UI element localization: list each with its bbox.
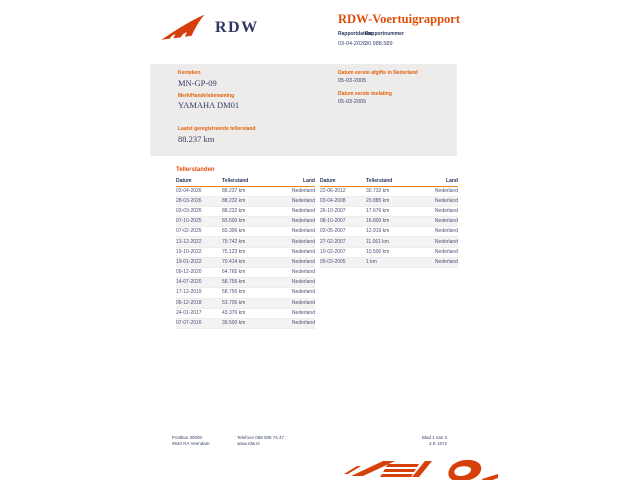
cell-land: Nederland (291, 238, 315, 245)
cell-tellerstand: 17.676 km (366, 207, 390, 214)
cell-datum: 27-02-2007 (320, 238, 346, 245)
tellerstand-label: Laatst geregistreerde tellerstand (178, 126, 256, 132)
afgifte-label: Datum eerste afgifte in Nederland (338, 69, 418, 76)
table-row (320, 186, 458, 196)
kenteken-label: Kenteken (178, 70, 201, 76)
cell-datum: 10-02-2007 (320, 248, 346, 255)
cell-datum: 03-04-2008 (320, 197, 346, 204)
table-row (176, 257, 315, 267)
cell-tellerstand: 11.061 km (366, 238, 389, 245)
cell-land: Nederland (434, 258, 458, 265)
kenteken-field (178, 71, 217, 87)
header-land: Land (277, 177, 315, 186)
cell-land: Nederland (291, 279, 315, 286)
merk-field (178, 94, 239, 110)
cell-tellerstand: 88.237 km (222, 187, 246, 194)
cell-datum: 19-01-2022 (176, 258, 202, 265)
report-number-label: Rapportnummer (365, 31, 404, 37)
report-number-value: 30.988.589 (365, 40, 393, 47)
cell-land: Nederland (291, 228, 315, 235)
cell-tellerstand: 88.232 km (222, 207, 246, 214)
rdw-logo (160, 13, 259, 42)
header-datum: Datum (320, 177, 366, 186)
table-row (320, 206, 458, 216)
cell-datum: 05-03-2005 (320, 258, 346, 265)
cell-tellerstand: 75.123 km (222, 248, 246, 255)
cell-datum: 03-03-2026 (176, 207, 202, 214)
table-row (176, 206, 315, 216)
table-row (176, 227, 315, 237)
header-tellerstand: Tellerstand (222, 177, 277, 186)
cell-datum: 03-04-2026 (176, 187, 202, 194)
cell-datum: 13-12-2022 (176, 238, 202, 245)
table-row (176, 186, 315, 196)
table-row (176, 247, 315, 257)
footer-address-line1: Postbus 30000 (172, 435, 203, 440)
tellerstand-field (178, 127, 256, 143)
cell-tellerstand: 1 km (366, 258, 377, 265)
table-row (320, 247, 458, 257)
table-row (320, 196, 458, 206)
page-title: RDW-Voertuigrapport (338, 12, 460, 26)
cell-land: Nederland (291, 269, 315, 276)
cell-tellerstand: 20.885 km (366, 197, 390, 204)
cell-tellerstand: 10.500 km (366, 248, 390, 255)
table-row (320, 227, 458, 237)
cell-datum: 26-10-2007 (320, 207, 346, 214)
merk-value: YAMAHA DM01 (178, 100, 240, 110)
table-row (320, 217, 458, 227)
cell-datum: 05-12-2018 (176, 299, 202, 306)
table-row (176, 217, 315, 227)
cell-datum: 22-06-2012 (320, 187, 346, 194)
toelating-field (338, 92, 392, 106)
cell-datum: 24-01-2017 (176, 309, 202, 316)
footer-page-number: Blad 1 van 3 (421, 435, 447, 440)
cell-land: Nederland (291, 299, 315, 306)
cell-land: Nederland (291, 258, 315, 265)
cell-tellerstand: 58.756 km (222, 289, 246, 296)
table-row (320, 237, 458, 247)
cell-land: Nederland (434, 238, 458, 245)
table-row (176, 308, 315, 318)
cell-tellerstand: 12.919 km (366, 228, 390, 235)
footer-address-line2: 9640 RA Veendam (172, 441, 210, 446)
table-row (176, 288, 315, 298)
cell-tellerstand: 16.800 km (366, 218, 390, 225)
cell-land: Nederland (291, 248, 315, 255)
tellerstanden-table-left (176, 177, 315, 329)
cell-land: Nederland (434, 197, 458, 204)
footer-page-info (400, 435, 447, 447)
cell-tellerstand: 70.414 km (222, 258, 246, 265)
speed-lines-graphic (342, 457, 498, 480)
table-row (176, 278, 315, 288)
cell-land: Nederland (434, 187, 458, 194)
cell-tellerstand: 39.500 km (222, 320, 246, 327)
cell-datum: 28-03-2026 (176, 197, 202, 204)
cell-land: Nederland (291, 197, 315, 204)
cell-datum: 07-07-2016 (176, 320, 202, 327)
vehicle-summary-box (150, 64, 457, 156)
cell-datum: 07-02-2025 (176, 228, 202, 235)
cell-datum: 03-05-2007 (320, 228, 346, 235)
rdw-wing-icon (160, 13, 206, 42)
footer-address (172, 435, 210, 447)
report-number-block (365, 31, 404, 47)
merk-label: Merk/Handelsbenaming (178, 92, 235, 99)
kenteken-value: MN-GP-09 (178, 77, 217, 88)
table-row (176, 237, 315, 247)
cell-datum: 19-10-2022 (176, 248, 202, 255)
cell-land: Nederland (434, 207, 458, 214)
cell-tellerstand: 83.500 km (222, 218, 246, 225)
tellerstanden-table-right (320, 177, 458, 268)
cell-datum: 07-10-2025 (176, 218, 202, 225)
cell-land: Nederland (291, 289, 315, 296)
tellerstand-value: 88.237 km (178, 133, 215, 144)
afgifte-value: 05-03-2005 (338, 77, 367, 84)
toelating-label: Datum eerste toelating (338, 90, 392, 97)
table-row (176, 318, 315, 328)
tellerstanden-section-title: Tellerstanden (176, 167, 215, 173)
cell-datum: 17-12-2019 (176, 289, 202, 296)
cell-tellerstand: 64.765 km (222, 269, 246, 276)
cell-land: Nederland (291, 218, 315, 225)
cell-datum: 14-07-2020 (176, 279, 202, 286)
table-header-row (176, 177, 315, 186)
cell-tellerstand: 53.705 km (222, 299, 246, 306)
afgifte-field (338, 71, 418, 85)
cell-datum: 09-12-2020 (176, 269, 202, 276)
cell-land: Nederland (434, 248, 458, 255)
cell-tellerstand: 58.756 km (222, 279, 246, 286)
footer-phone: Telefoon 088 008 74 47 (237, 435, 285, 440)
table-row (176, 268, 315, 278)
cell-tellerstand: 30.732 km (366, 187, 390, 194)
header-land: Land (421, 177, 458, 186)
cell-land: Nederland (434, 218, 458, 225)
cell-land: Nederland (291, 187, 315, 194)
cell-land: Nederland (291, 320, 315, 327)
report-date-value: 03-04-2026 (338, 40, 367, 47)
header-datum: Datum (176, 177, 222, 186)
rdw-logo-text: RDW (215, 18, 259, 36)
toelating-value: 05-03-2005 (338, 98, 367, 105)
table-row (320, 257, 458, 267)
cell-tellerstand: 79.742 km (222, 238, 246, 245)
cell-tellerstand: 88.232 km (222, 197, 246, 204)
cell-datum: 08-10-2007 (320, 218, 346, 225)
table-row (176, 196, 315, 206)
cell-land: Nederland (291, 207, 315, 214)
cell-land: Nederland (434, 228, 458, 235)
footer-website: www.rdw.nl (237, 441, 260, 446)
header-tellerstand: Tellerstand (366, 177, 421, 186)
cell-tellerstand: 83.396 km (222, 228, 246, 235)
footer-contact (237, 435, 284, 447)
footer-doc-code: 3 E 1672 (428, 441, 447, 446)
table-header-row (320, 177, 458, 186)
report-date-label: Rapportdatum (338, 31, 373, 37)
table-row (176, 298, 315, 308)
cell-tellerstand: 43.376 km (222, 309, 246, 316)
cell-land: Nederland (291, 309, 315, 316)
